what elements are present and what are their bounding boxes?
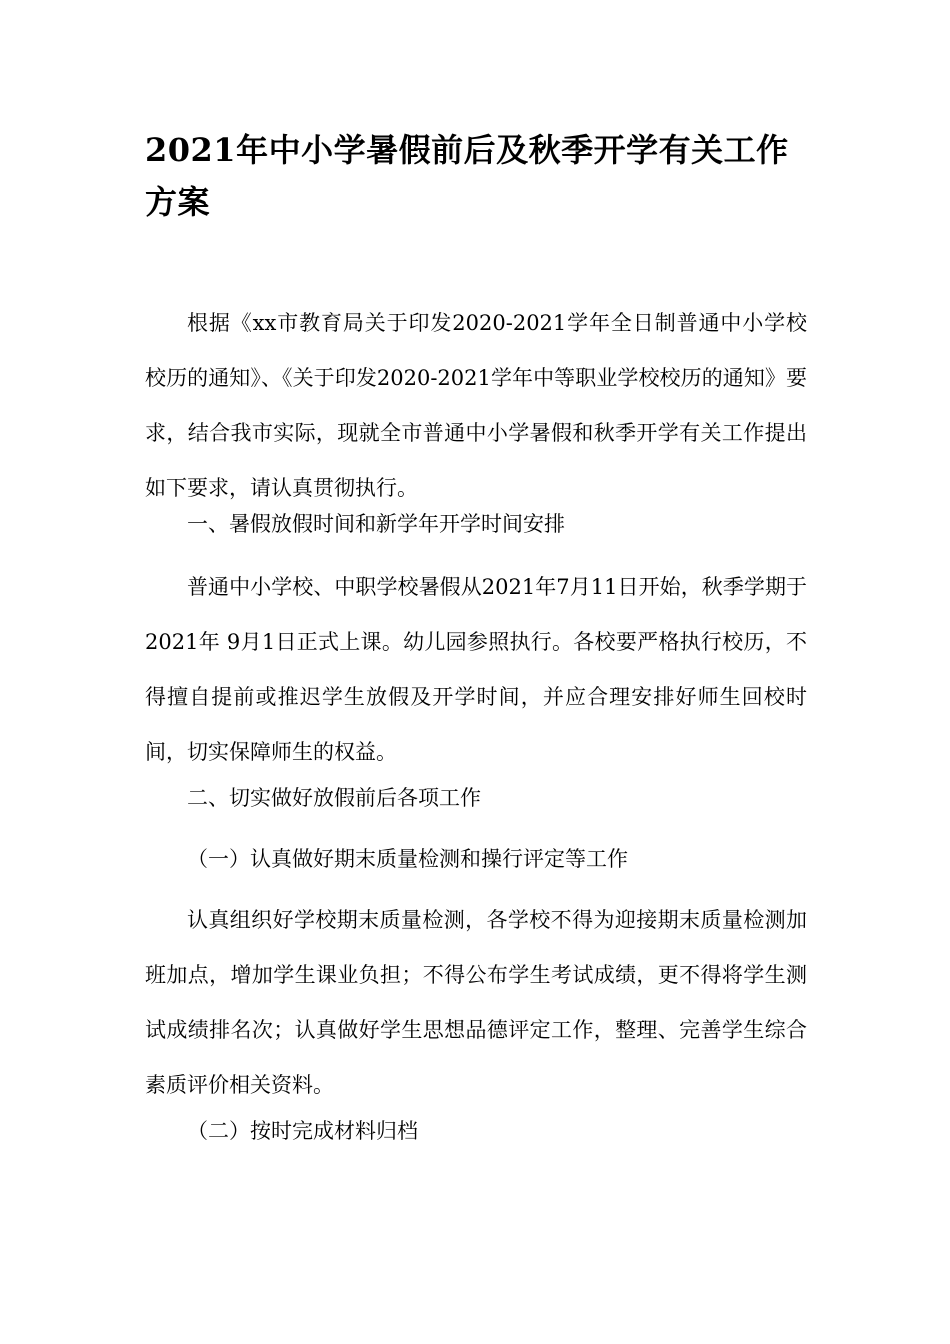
- document-title: 2021年中小学暑假前后及秋季开学有关工作方案: [145, 131, 789, 221]
- subsection-heading-2: （二）按时完成材料归档: [187, 1119, 418, 1143]
- schedule-paragraph: 普通中小学校、中职学校暑假从2021年7月11日开始，秋季学期于2021年 9月1日正式上课。幼儿园参照执行。各校要严格执行校历，不得擅自提前或推迟学生放假及开学时间，并应合理安排好师生回校时间，切实保障师生的权益。: [145, 575, 807, 764]
- exam-paragraph: 认真组织好学校期末质量检测，各学校不得为迎接期末质量检测加班加点，增加学生课业负担；不得公布学生考试成绩，更不得将学生测试成绩排名次；认真做好学生思想品德评定工作，整理、完善学生综合素质评价相关资料。: [145, 908, 807, 1097]
- section-heading-2: 二、切实做好放假前后各项工作: [187, 786, 481, 810]
- intro-paragraph: 根据《xx市教育局关于印发2020-2021学年全日制普通中小学校校历的通知》、《关于印发2020-2021学年中等职业学校校历的通知》要求，结合我市实际，现就全市普通中小学暑假和秋季开学有关工作提出如下要求，请认真贯彻执行。: [145, 311, 807, 500]
- subsection-heading-1: （一）认真做好期末质量检测和操行评定等工作: [187, 847, 628, 871]
- section-heading-1: 一、暑假放假时间和新学年开学时间安排: [187, 512, 565, 536]
